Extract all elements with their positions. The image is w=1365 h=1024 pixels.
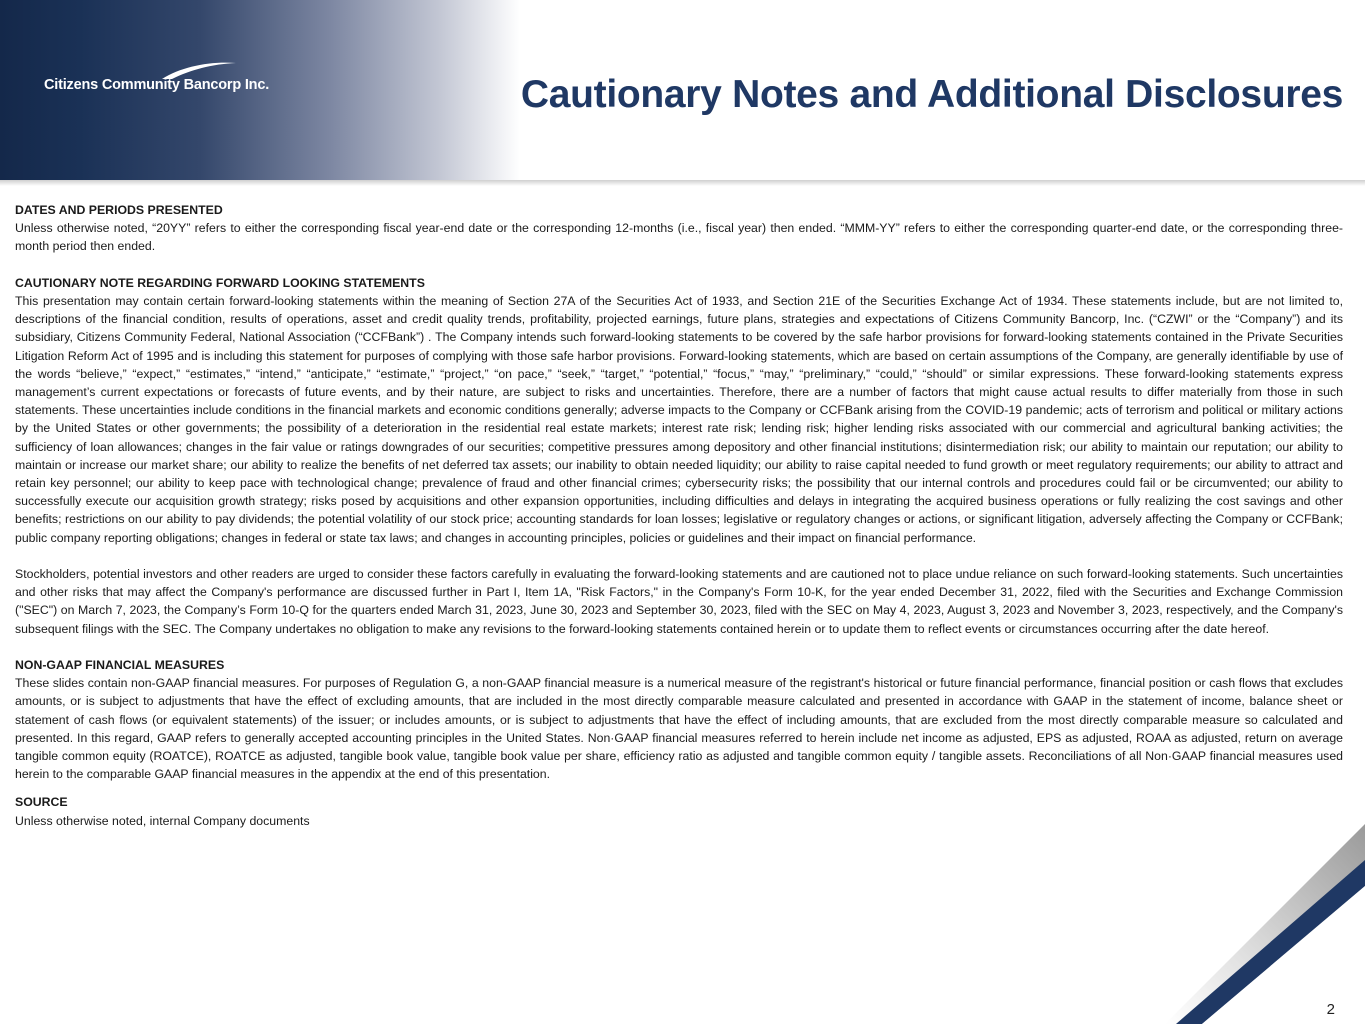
section-heading: NON-GAAP FINANCIAL MEASURES [15, 658, 225, 673]
header-banner [0, 0, 1365, 180]
section-heading: SOURCE [15, 795, 68, 810]
section-heading: DATES AND PERIODS PRESENTED [15, 203, 223, 217]
section-body: This presentation may contain certain forward-looking statements within the meaning of Section 27A of the Securities Act of 1933, and Section 21E of the Securities Exchange Act of 1934. These statements include, but are not limited to, descriptions of the financial condition, results of operations, asset and credit quality trends, profitability, projected earnings, future plans, strategies and expectations of Citizens Community Bancorp, Inc. (“CZWI” or the “Company”) and its subsidiary, Citizens Community Federal, National Association (“CCFBank”) . The Company intends such forward-looking statements to be covered by the safe harbor provisions for forward-looking statements contained in the Private Securities Litigation Reform Act of 1995 and is including this statement for purposes of complying with those safe harbor provisions. Forward-looking statements, which are based on certain assumptions of the Company, are generally identifiable by use of the words “believe,” “expect,” “estimates,” “intend,” “anticipate,” “estimate,” “project,” “on pace,” “seek,” “target,” “potential,” “focus,” “may,” “preliminary,” “could,” “should” or similar expressions. These forward-looking statements express management’s current expectations or forecasts of future events, and by their nature, are subject to risks and uncertainties. Therefore, there are a number of factors that might cause actual results to differ materially from those in such statements. These uncertainties include conditions in the financial markets and economic conditions generally; adverse impacts to the Company or CCFBank arising from the COVID-19 pandemic; acts of terrorism and political or military actions by the United States or other governments; the possibility of a deterioration in the residential real estate markets; interest rate risk; lending risk; higher lending risks associated with our commercial and agricultural banking activities; the sufficiency of loan allowances; changes in the fair value or ratings downgrades of our securities; competitive pressures among depository and other financial institutions; disintermediation risk; our ability to maintain our reputation; our ability to maintain or increase our market share; our ability to realize the benefits of net deferred tax assets; our inability to obtain needed liquidity; our ability to raise capital needed to fund growth or meet regulatory requirements; our ability to attract and retain key personnel; our ability to keep pace with technological change; prevalence of fraud and other financial crimes; cybersecurity risks; the possibility that our internal controls and procedures could fail or be circumvented; our ability to successfully execute our acquisition growth strategy; risks posed by acquisitions and other expansion opportunities, including difficulties and delays in integrating the acquired business operations or fully realizing the cost savings and other benefits; restrictions on our ability to pay dividends; the potential volatility of our stock price; accounting standards for loan losses; legislative or regulatory changes or actions, or significant litigation, adversely affecting the Company or CCFBank; public company reporting obligations; changes in federal or state tax laws; and changes in accounting principles, policies or guidelines and their impact on financial performance. [15, 294, 1343, 545]
section-non-gaap [15, 656, 1343, 783]
company-logo [44, 62, 274, 102]
disclosure-content [15, 201, 1343, 848]
section-body: These slides contain non-GAAP financial measures. For purposes of Regulation G, a non-GAAP financial measure is a numerical measure of the registrant's historical or future financial performance, financial position or cash flows that excludes amounts, or is subject to adjustments that have the effect of excluding amounts, that are included in the most directly comparable measure calculated and presented in accordance with GAAP in the statement of income, balance sheet or statement of cash flows (or equivalent statements) of the issuer; or includes amounts, or is subject to adjustments that have the effect of including amounts, that are excluded from the most directly comparable measure so calculated and presented. In this regard, GAAP refers to generally accepted accounting principles in the United States. Non·GAAP financial measures referred to herein include net income as adjusted, EPS as adjusted, ROAA as adjusted, return on average tangible common equity (ROATCE), ROATCE as adjusted, tangible book value, tangible book value per share, efficiency ratio as adjusted and tangible common equity / tangible assets. Reconciliations of all Non·GAAP financial measures used herein to the comparable GAAP financial measures in the appendix at the end of this presentation. [15, 676, 1343, 782]
section-body: Stockholders, potential investors and other readers are urged to consider these factors carefully in evaluating the forward-looking statements and are cautioned not to place undue reliance on such forward-looking statements. Such uncertainties and other risks that may affect the Company's performance are discussed further in Part I, Item 1A, "Risk Factors," in the Company's Form 10-K, for the year ended December 31, 2022, filed with the Securities and Exchange Commission ("SEC") on March 7, 2023, the Company’s Form 10-Q for the quarters ended March 31, 2023, June 30, 2023 and September 30, 2023, filed with the SEC on May 4, 2023, August 3, 2023 and November 3, 2023, respectively, and the Company's subsequent filings with the SEC. The Company undertakes no obligation to make any revisions to the forward-looking statements contained herein or to update them to reflect events or circumstances occurring after the date hereof. [15, 567, 1343, 636]
section-dates [15, 201, 1343, 256]
page-number: 2 [1326, 1001, 1335, 1018]
section-heading: CAUTIONARY NOTE REGARDING FORWARD LOOKING STATEMENTS [15, 275, 425, 290]
page-title: Cautionary Notes and Additional Disclosures [520, 73, 1343, 116]
section-cautionary [15, 274, 1343, 638]
logo-text: Citizens Community Bancorp Inc. [44, 77, 270, 93]
header-divider [0, 180, 1365, 186]
section-body: Unless otherwise noted, “20YY” refers to either the corresponding fiscal year-end date or the corresponding 12-months (i.e., fiscal year) then ended. “MMM-YY” refers to either the corresponding quarter-end date, or the corresponding three-month period then ended. [15, 221, 1343, 254]
corner-decoration [1165, 824, 1365, 1024]
section-source [15, 793, 1343, 829]
section-body: Unless otherwise noted, internal Company documents [15, 813, 310, 828]
